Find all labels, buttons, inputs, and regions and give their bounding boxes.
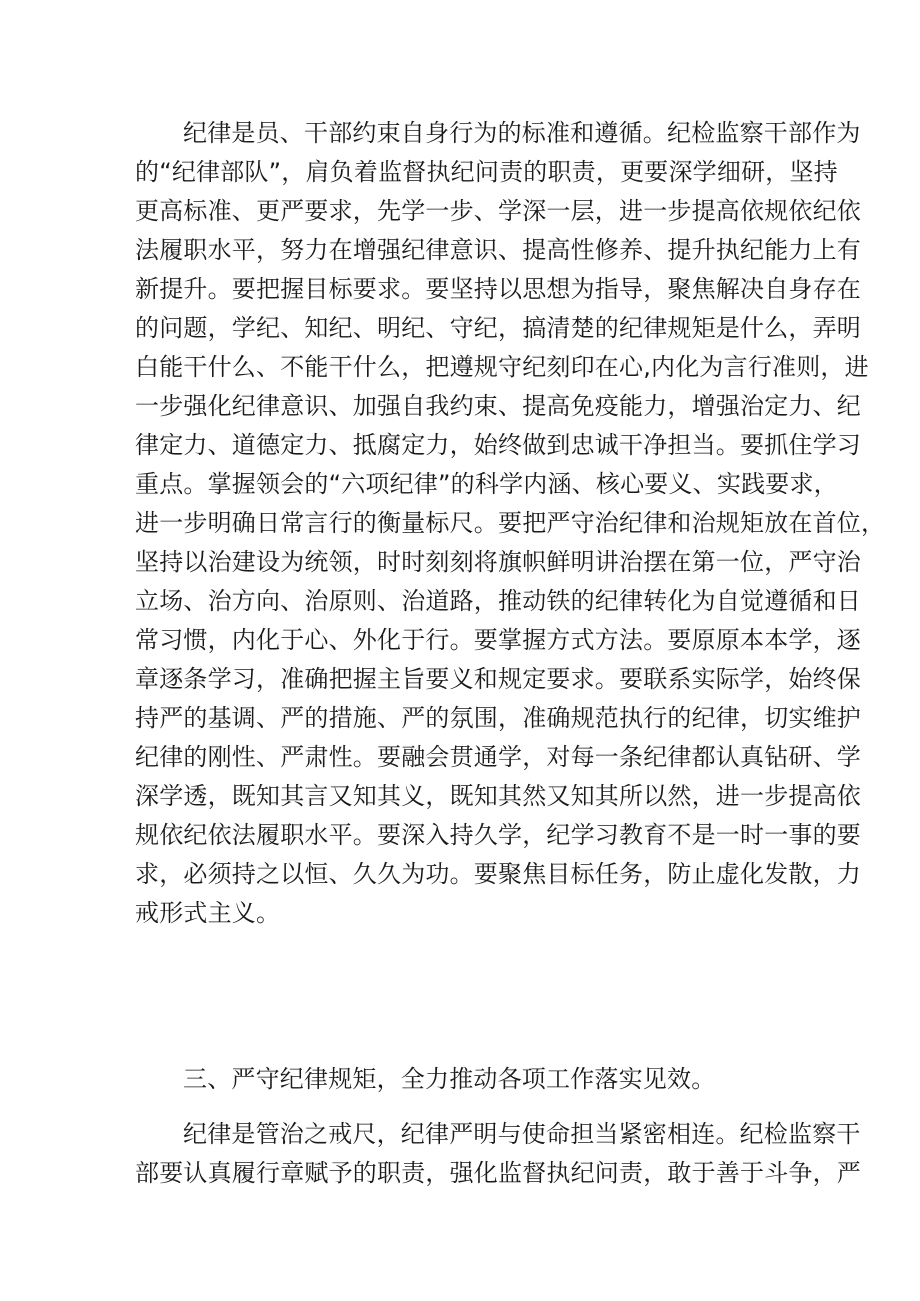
paragraph-line: 坚持以治建设为统领，时时刻刻将旗帜鲜明讲治摆在第一位，严守治 xyxy=(135,548,861,576)
paragraph-discipline-standards xyxy=(135,114,886,933)
paragraph-line: 律定力、道德定力、抵腐定力，始终做到忠诚干净担当。要抓住学习 xyxy=(135,431,861,459)
paragraph-line: 常习惯，内化于心、外化于行。要掌握方式方法。要原原本本学，逐 xyxy=(135,626,861,654)
paragraph-line: 持严的基调、严的措施、严的氛围，准确规范执行的纪律，切实维护 xyxy=(135,704,861,732)
section-heading-3 xyxy=(135,1060,795,1099)
paragraph-line: 部要认真履行章赋予的职责，强化监督执纪问责，敢于善于斗争，严 xyxy=(135,1159,861,1187)
paragraph-line: 的问题，学纪、知纪、明纪、守纪，搞清楚的纪律规矩是什么，弄明 xyxy=(135,314,861,342)
paragraph-line: 章逐条学习，准确把握主旨要义和规定要求。要联系实际学，始终保 xyxy=(135,665,861,693)
paragraph-line: 立场、治方向、治原则、治道路，推动铁的纪律转化为自觉遵循和日 xyxy=(135,587,861,615)
paragraph-line: 一步强化纪律意识、加强自我约束、提高免疫能力，增强治定力、纪 xyxy=(135,392,861,420)
paragraph-line: 纪律是员、干部约束自身行为的标准和遵循。纪检监察干部作为 xyxy=(183,119,861,147)
paragraph-line: 重点。掌握领会的“六项纪律”的科学内涵、核心要义、实践要求， xyxy=(135,470,838,498)
paragraph-line: 法履职水平，努力在增强纪律意识、提高性修养、提升执纪能力上有 xyxy=(135,236,861,264)
paragraph-line: 的“纪律部队”，肩负着监督执纪问责的职责，更要深学细研，坚持 xyxy=(135,158,838,186)
paragraph-line: 深学透，既知其言又知其义，既知其然又知其所以然，进一步提高依 xyxy=(135,782,861,810)
paragraph-line: 纪律的刚性、严肃性。要融会贯通学，对每一条纪律都认真钻研、学 xyxy=(135,743,861,771)
section-heading-text: 三、严守纪律规矩，全力推动各项工作落实见效。 xyxy=(183,1065,716,1093)
paragraph-line: 白能干什么、不能干什么，把遵规守纪刻印在心,内化为言行准则，进 xyxy=(135,353,869,381)
paragraph-line: 纪律是管治之戒尺，纪律严明与使命担当紧密相连。纪检监察干 xyxy=(183,1120,861,1148)
paragraph-line: 戒形式主义。 xyxy=(135,899,281,927)
paragraph-line: 求，必须持之以恒、久久为功。要聚焦目标任务，防止虚化发散，力 xyxy=(135,860,861,888)
paragraph-line: 新提升。要把握目标要求。要坚持以思想为指导，聚焦解决自身存在 xyxy=(135,275,861,303)
paragraph-line: 规依纪依法履职水平。要深入持久学，纪学习教育不是一时一事的要 xyxy=(135,821,861,849)
paragraph-line: 更高标准、更严要求，先学一步、学深一层，进一步提高依规依纪依 xyxy=(135,197,861,225)
paragraph-line: 进一步明确日常言行的衡量标尺。要把严守治纪律和治规矩放在首位， xyxy=(135,509,886,537)
paragraph-discipline-ruler xyxy=(135,1115,861,1193)
